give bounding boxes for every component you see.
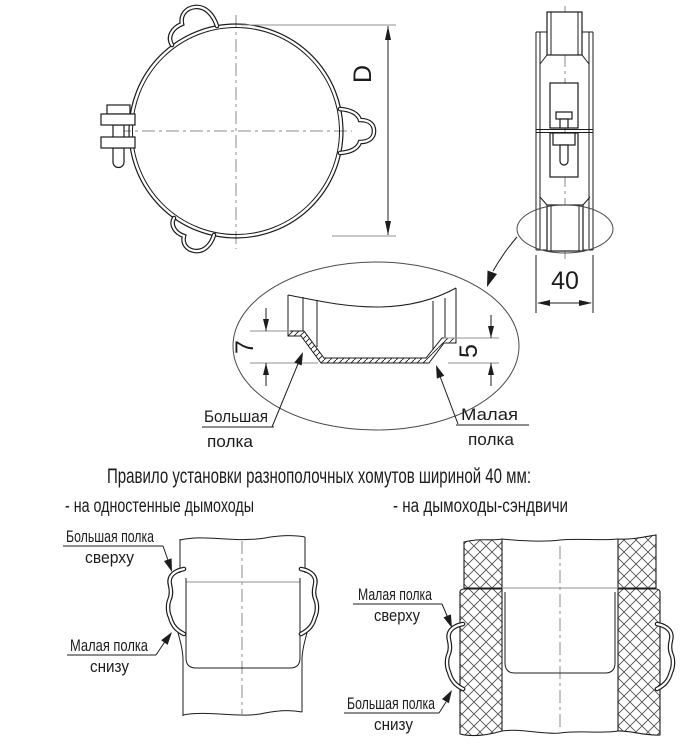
dim-7-label: 7: [231, 340, 259, 354]
insulation-upper-left: [464, 539, 502, 588]
channel-cross-section: [288, 331, 456, 363]
rule-title: Правило установки разнополочных хомутов шириной 40 мм:: [107, 465, 531, 488]
top-label-line1: Большая полка: [66, 527, 155, 546]
sandwich-top-break-line: [502, 539, 618, 541]
single-wall-heading: - на одностенные дымоходы: [65, 496, 254, 517]
big-flange-label-line2: полка: [207, 432, 254, 451]
side-bolt-head: [556, 112, 572, 119]
bolt-assembly: [101, 105, 135, 168]
top-left-lobe: [170, 7, 217, 45]
lower-flange: [101, 137, 135, 148]
bottom-label-line2: снизу: [374, 715, 414, 734]
detail-view: [202, 262, 529, 451]
arrow-right-icon: [579, 300, 592, 306]
top-label-line2: сверху: [374, 606, 421, 625]
side-bolt-shaft: [560, 145, 568, 165]
bolt-shaft-lower: [113, 148, 124, 168]
insulation-lower-right: [618, 589, 660, 735]
small-flange-label: [456, 405, 529, 449]
insulation-lower-left: [460, 589, 502, 736]
bolt-head: [107, 105, 130, 114]
top-label-line2: сверху: [85, 548, 135, 567]
arrow-up-icon: [385, 26, 391, 40]
bottom-label-line1: Большая полка: [347, 694, 436, 713]
big-flange-label-line1: Большая: [204, 407, 268, 426]
bottom-label-line2: снизу: [90, 657, 130, 676]
sandwich-top-label: [353, 585, 452, 628]
clamp-profile-left: [168, 569, 184, 634]
socket-inner-outline: [186, 578, 300, 668]
dim-7: [231, 308, 318, 386]
pipe-top-break-line: [180, 536, 305, 540]
width-label: 40: [551, 267, 579, 295]
single-wall-top-label: [63, 527, 172, 572]
detail-callout-arrow: [487, 237, 517, 287]
side-lock-assembly: [536, 83, 593, 177]
top-label-line1: Малая полка: [358, 585, 433, 604]
upper-flange: [101, 114, 135, 125]
sandwich-diagram: [344, 535, 673, 736]
dim-5: [444, 315, 499, 386]
sandwich-heading: - на дымоходы-сэндвичи: [393, 496, 568, 517]
small-flange-label-line1: Малая: [461, 405, 518, 424]
side-view: [487, 6, 613, 313]
sandwich-bottom-break-line: [502, 730, 618, 733]
small-flange-leader: [436, 365, 458, 424]
small-flange-label-line2: полка: [468, 430, 515, 449]
side-bolt-neck: [560, 119, 568, 128]
single-wall-bottom-label: [67, 632, 172, 676]
single-wall-diagram: [63, 527, 317, 716]
lower-pipe-wall-right: [302, 633, 307, 712]
big-flange-label: [202, 407, 274, 451]
band-plan: [288, 288, 456, 350]
front-view: [101, 7, 396, 251]
arrow-down-icon: [385, 221, 391, 235]
arrow-left-icon: [537, 300, 550, 306]
lower-pipe-wall-left: [178, 633, 183, 716]
side-bolt-bracket: [553, 133, 575, 145]
bottom-label-line1: Малая полка: [70, 636, 149, 655]
sandwich-bottom-label: [344, 690, 452, 734]
width-dimension: [536, 255, 593, 313]
insulation-upper-right: [618, 535, 656, 588]
dim-5-label: 5: [455, 344, 483, 358]
clamp-profile-right: [301, 569, 317, 634]
diameter-label: D: [349, 64, 377, 84]
